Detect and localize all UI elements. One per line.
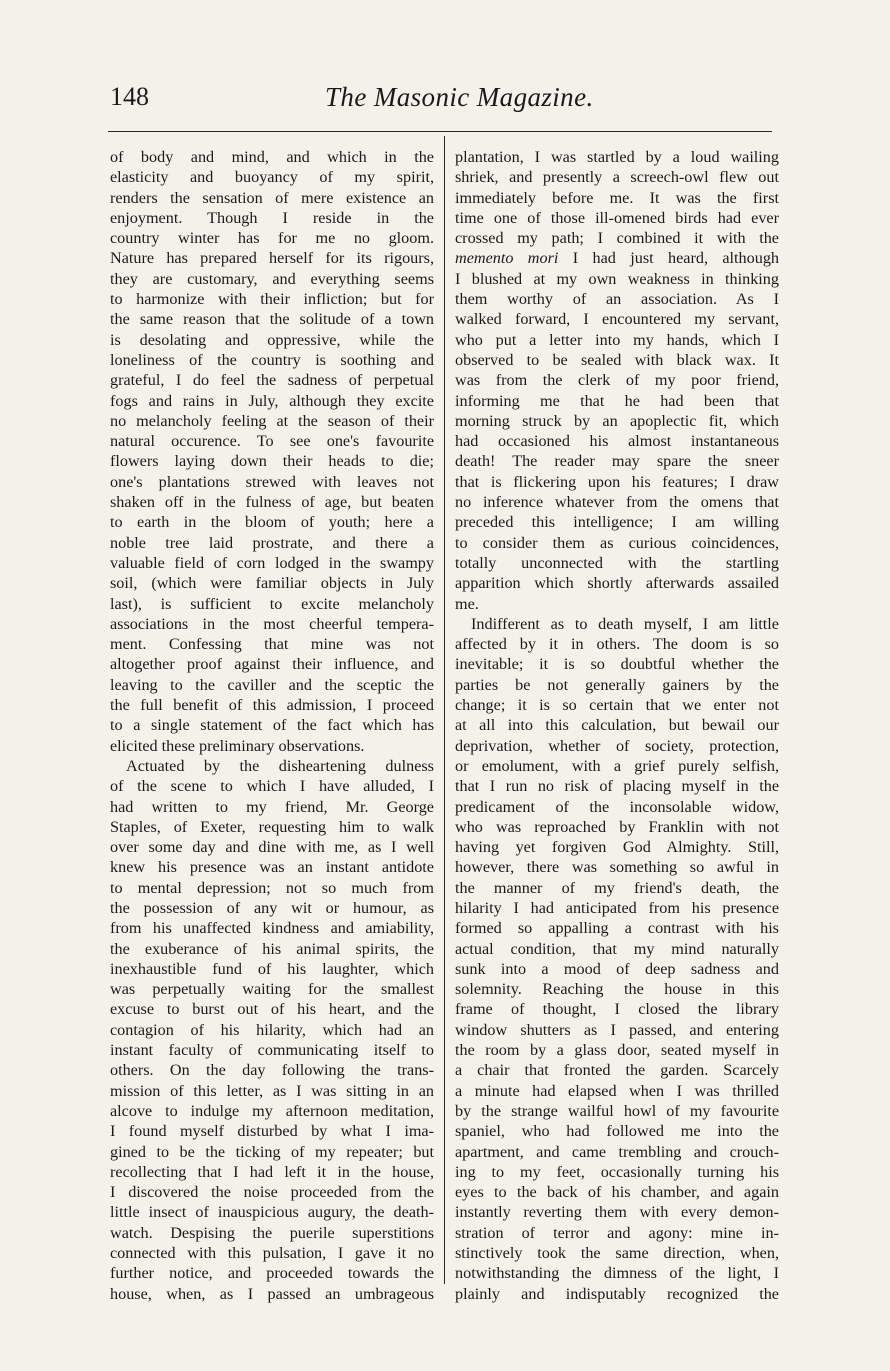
text-line: grateful, I do feel the sadness of perpetual <box>110 371 434 390</box>
text-line: the possession of any wit or humour, as <box>110 898 434 917</box>
text-line: soil, (which were familiar objects in July <box>110 574 434 593</box>
text-line: formed so appalling a contrast with his <box>455 919 779 938</box>
text-line: alcove to indulge my afternoon meditation, <box>110 1101 434 1120</box>
text-line: leaving to the caviller and the sceptic the <box>110 675 434 694</box>
text-line: who was reproached by Franklin with not <box>455 817 779 836</box>
text-line: of body and mind, and which in the <box>110 148 434 166</box>
text-line: noble tree laid prostrate, and there a <box>110 533 434 552</box>
text-line <box>455 248 779 268</box>
text-line: a minute had elapsed when I was thrilled <box>455 1081 779 1100</box>
text-line: fogs and rains in July, although they excite <box>110 391 434 410</box>
text-line: from his unaffected kindness and amiability, <box>110 919 434 938</box>
text-line: was from the clerk of my poor friend, <box>455 371 779 390</box>
running-title: The Masonic Magazine. <box>325 82 594 112</box>
header-rule <box>108 131 772 132</box>
text-line: actual condition, that my mind naturally <box>455 939 779 958</box>
text-line: no inference whatever from the omens that <box>455 493 779 512</box>
text-line: solemnity. Reaching the house in this <box>455 980 779 999</box>
text-line: totally unconnected with the startling <box>455 553 779 572</box>
text-line: parties be not generally gainers by the <box>455 675 779 694</box>
page-header <box>0 82 890 122</box>
text-line: inexhaustible fund of his laughter, which <box>110 959 434 978</box>
text-line: to harmonize with their infliction; but for <box>110 290 434 309</box>
text-line: I found myself disturbed by what I ima- <box>110 1122 434 1141</box>
text-line: natural occurence. To see one's favourite <box>110 432 434 451</box>
text-line: ing to my feet, occasionally turning his <box>455 1162 779 1181</box>
text-line: shriek, and presently a screech-owl flew out <box>455 168 779 187</box>
text-line: plainly and indisputably recognized the <box>455 1284 779 1303</box>
text-line: them worthy of an association. As I <box>455 290 779 309</box>
text-line: affected by it in others. The doom is so <box>455 635 779 654</box>
text-line: over some day and dine with me, as I well <box>110 838 434 857</box>
text-line: time one of those ill-omened birds had ever <box>455 208 779 227</box>
text-line: is desolating and oppressive, while the <box>110 330 434 349</box>
text-line: no melancholy feeling at the season of their <box>110 411 434 430</box>
text-line: walked forward, I encountered my servant, <box>455 310 779 329</box>
text-line: one's plantations strewed with leaves not <box>110 472 434 491</box>
text-line: Nature has prepared herself for its rigours, <box>110 249 434 268</box>
text-line: mission of this letter, as I was sitting in an <box>110 1081 434 1100</box>
text-line: had written to my friend, Mr. George <box>110 797 434 816</box>
left-column <box>110 147 434 1304</box>
text-line: house, when, as I passed an umbrageous <box>110 1284 434 1303</box>
text-line: the exuberance of his animal spirits, the <box>110 939 434 958</box>
text-line: gined to be the ticking of my repeater; but <box>110 1142 434 1161</box>
text-line: morning struck by an apoplectic fit, which <box>455 411 779 430</box>
text-line: inevitable; it is so doubtful whether the <box>455 655 779 674</box>
text-line: predicament of the inconsolable widow, <box>455 797 779 816</box>
text-line: window shutters as I passed, and entering <box>455 1020 779 1039</box>
text-line: country winter has for me no gloom. <box>110 229 434 248</box>
text-line: immediately before me. It was the first <box>455 188 779 207</box>
text-line: they are customary, and everything seems <box>110 269 434 288</box>
text-line: elasticity and buoyancy of my spirit, <box>110 168 434 187</box>
text-line: little insect of inauspicious augury, the death- <box>110 1203 434 1222</box>
text-line: death! The reader may spare the sneer <box>455 452 779 471</box>
text-line: the full benefit of this admission, I proceed <box>110 696 434 715</box>
text-line: to consider them as curious coincidences, <box>455 533 779 552</box>
text-fragment: I had just heard, although <box>558 249 779 268</box>
text-line: having yet forgiven God Almighty. Still, <box>455 838 779 857</box>
text-line: preceded this intelligence; I am willing <box>455 513 779 532</box>
text-line: sunk into a mood of deep sadness and <box>455 959 779 978</box>
text-line: Actuated by the disheartening dulness <box>126 756 434 775</box>
text-line: to a single statement of the fact which has <box>110 716 434 735</box>
text-line: flowers laying down their heads to die; <box>110 452 434 471</box>
text-line: altogether proof against their influence, and <box>110 655 434 674</box>
text-line: informing me that he had been that <box>455 391 779 410</box>
text-line: last), is sufficient to excite melancholy <box>110 594 434 613</box>
text-line: instantly reverting them with every demon- <box>455 1203 779 1222</box>
text-line: deprivation, whether of society, protection, <box>455 736 779 755</box>
text-line: had occasioned his almost instantaneous <box>455 432 779 451</box>
text-line: associations in the most cheerful tempera- <box>110 614 434 633</box>
text-line: knew his presence was an instant antidote <box>110 858 434 877</box>
text-line: eyes to the back of his chamber, and again <box>455 1183 779 1202</box>
text-line: to earth in the bloom of youth; here a <box>110 513 434 532</box>
text-line: the room by a glass door, seated myself in <box>455 1041 779 1060</box>
text-line: Indifferent as to death myself, I am little <box>471 614 779 633</box>
text-line: apartment, and came trembling and crouch- <box>455 1142 779 1161</box>
text-line: that I run no risk of placing myself in the <box>455 777 779 796</box>
text-line: enjoyment. Though I reside in the <box>110 208 434 227</box>
text-line: the manner of my friend's death, the <box>455 878 779 897</box>
italic-phrase: memento mori <box>455 249 559 268</box>
text-line: others. On the day following the trans- <box>110 1061 434 1080</box>
text-line: observed to be sealed with black wax. It <box>455 350 779 369</box>
text-line: spaniel, who had followed me into the <box>455 1122 779 1141</box>
text-line: contagion of his hilarity, which had an <box>110 1020 434 1039</box>
text-line: apparition which shortly afterwards assailed <box>455 574 779 593</box>
text-line: Staples, of Exeter, requesting him to walk <box>110 817 434 836</box>
text-line: a chair that fronted the garden. Scarcely <box>455 1061 779 1080</box>
right-column <box>455 147 779 1304</box>
text-line: recollecting that I had left it in the house, <box>110 1162 434 1181</box>
text-line: shaken off in the fulness of age, but beaten <box>110 493 434 512</box>
text-line: elicited these preliminary observations. <box>110 736 365 755</box>
text-line: by the strange wailful howl of my favourite <box>455 1101 779 1120</box>
text-line: instant faculty of communicating itself to <box>110 1041 434 1060</box>
text-line: to mental depression; not so much from <box>110 878 434 897</box>
text-line: the same reason that the solitude of a town <box>110 310 434 329</box>
text-line: plantation, I was startled by a loud wailing <box>455 148 779 166</box>
text-line: hilarity I had anticipated from his presence <box>455 898 779 917</box>
text-line: ment. Confessing that mine was not <box>110 635 434 654</box>
column-divider <box>444 136 445 1284</box>
text-line: that is flickering upon his features; I draw <box>455 472 779 491</box>
text-line: however, there was something so awful in <box>455 858 779 877</box>
text-line: excuse to burst out of his heart, and the <box>110 1000 434 1019</box>
text-line: connected with this pulsation, I gave it no <box>110 1244 434 1263</box>
text-line: me. <box>455 594 479 613</box>
text-line: frame of thought, I closed the library <box>455 1000 779 1019</box>
text-line: stinctively took the same direction, when, <box>455 1244 779 1263</box>
text-line: stration of terror and agony: mine in- <box>455 1223 779 1242</box>
text-line: watch. Despising the puerile superstitions <box>110 1223 434 1242</box>
page-number: 148 <box>110 82 149 111</box>
text-line: renders the sensation of mere existence an <box>110 188 434 207</box>
text-line: notwithstanding the dimness of the light, I <box>455 1264 779 1283</box>
text-line: was perpetually waiting for the smallest <box>110 980 434 999</box>
text-line: change; it is so certain that we enter not <box>455 696 779 715</box>
text-line: of the scene to which I have alluded, I <box>110 777 434 796</box>
text-line: loneliness of the country is soothing and <box>110 350 434 369</box>
text-line: valuable field of corn lodged in the swampy <box>110 553 434 572</box>
text-line: or emolument, with a grief purely selfish, <box>455 756 779 775</box>
text-line: crossed my path; I combined it with the <box>455 229 779 248</box>
text-line: further notice, and proceeded towards the <box>110 1264 434 1283</box>
text-line: who put a letter into my hands, which I <box>455 330 779 349</box>
text-line: at all into this calculation, but bewail our <box>455 716 779 735</box>
text-line: I discovered the noise proceeded from the <box>110 1183 434 1202</box>
text-line: I blushed at my own weakness in thinking <box>455 269 779 288</box>
